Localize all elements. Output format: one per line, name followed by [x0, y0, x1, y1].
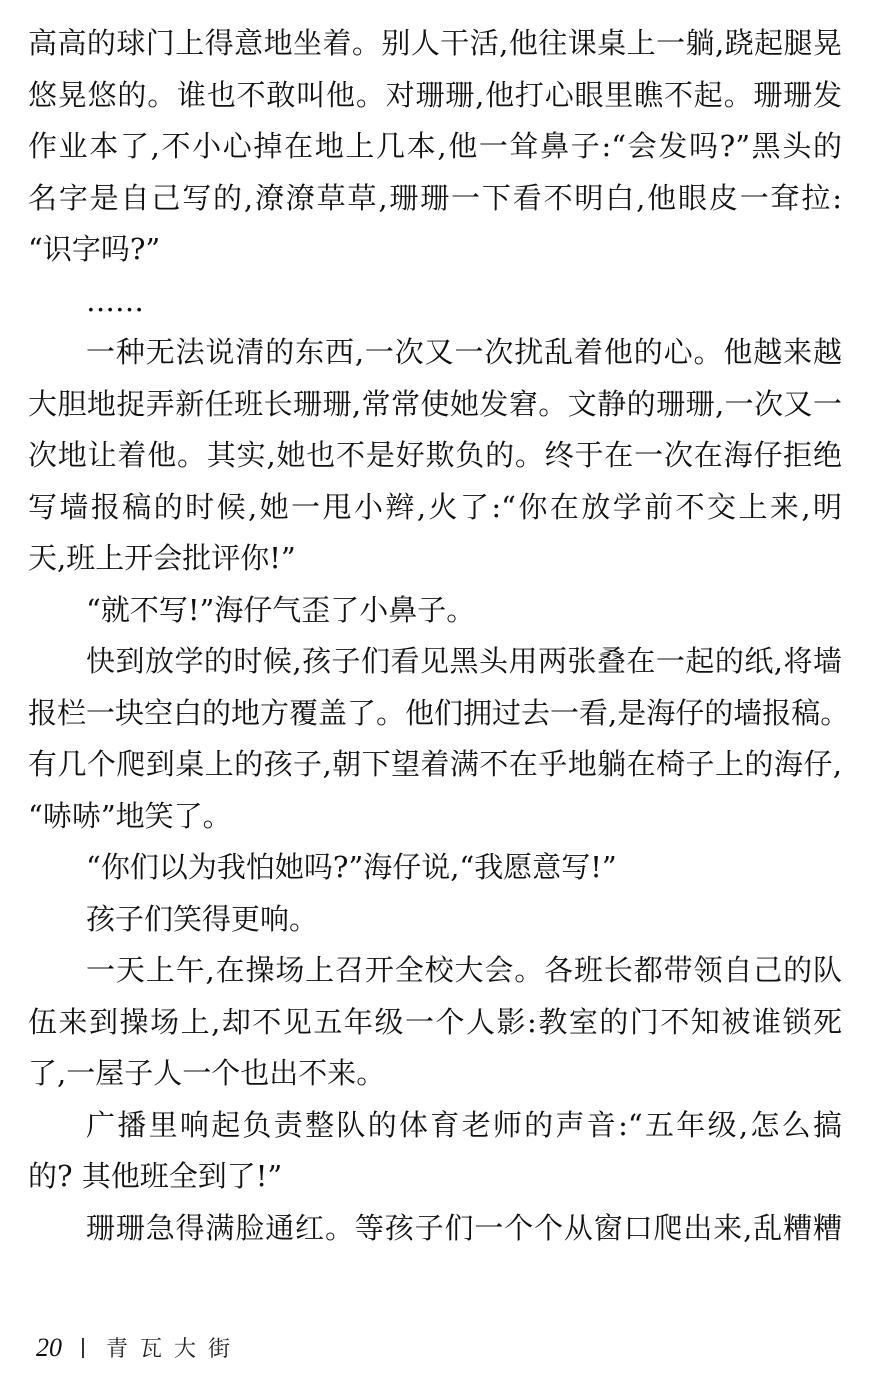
text-line: 了,一屋子人一个也出不来。 — [28, 1056, 386, 1090]
text-line: 的? 其他班全到了!” — [28, 1159, 283, 1193]
text-line: 伍来到操场上,却不见五年级一个人影:教室的门不知被谁锁死 — [28, 1004, 842, 1039]
text-line: 报栏一块空白的地方覆盖了。他们拥过去一看,是海仔的墙报稿。 — [28, 695, 850, 730]
text-line: 名字是自己写的,潦潦草草,珊珊一下看不明白,他眼皮一耷拉: — [28, 180, 842, 215]
text-line: “哧哧”地笑了。 — [28, 798, 232, 833]
page-number: 20 — [36, 1332, 62, 1362]
text-line: 珊珊急得满脸通红。等孩子们一个个从窗口爬出来,乱糟糟 — [86, 1210, 842, 1245]
text-line: 快到放学的时候,孩子们看见黑头用两张叠在一起的纸,将墙 — [86, 644, 842, 678]
text-line: 高高的球门上得意地坐着。别人干活,他往课桌上一躺,跷起腿晃 — [28, 26, 842, 60]
text-line: “识字吗?” — [28, 232, 161, 266]
text-line: “你们以为我怕她吗?”海仔说,“我愿意写!” — [86, 850, 617, 884]
text-line: 孩子们笑得更响。 — [86, 901, 319, 936]
page-footer — [36, 1332, 242, 1363]
page-body — [28, 18, 850, 1254]
text-line: 次地让着他。其实,她也不是好欺负的。终于在一次在海仔拒绝 — [28, 438, 842, 472]
ellipsis-line: …… — [86, 283, 144, 318]
text-line: 作业本了,不小心掉在地上几本,他一耸鼻子:“会发吗?”黑头的 — [28, 129, 842, 163]
text-line: 广播里响起负责整队的体育老师的声音:“五年级,怎么搞 — [86, 1107, 842, 1142]
text-line: 一天上午,在操场上召开全校大会。各班长都带领自己的队 — [86, 953, 842, 987]
text-line: 天,班上开会批评你!” — [28, 541, 296, 575]
footer-divider — [82, 1338, 84, 1358]
text-line: 写墙报稿的时候,她一甩小辫,火了:“你在放学前不交上来,明 — [28, 489, 842, 524]
text-line: 大胆地捉弄新任班长珊珊,常常使她发窘。文静的珊珊,一次又一 — [28, 386, 842, 421]
text-line: “就不写!”海仔气歪了小鼻子。 — [86, 592, 476, 627]
text-line: 有几个爬到桌上的孩子,朝下望着满不在乎地躺在椅子上的海仔, — [28, 747, 842, 781]
text-line: 悠晃悠的。谁也不敢叫他。对珊珊,他打心眼里瞧不起。珊珊发 — [28, 77, 842, 112]
text-line: 一种无法说清的东西,一次又一次扰乱着他的心。他越来越 — [86, 335, 842, 369]
book-title: 青瓦大街 — [106, 1337, 243, 1362]
